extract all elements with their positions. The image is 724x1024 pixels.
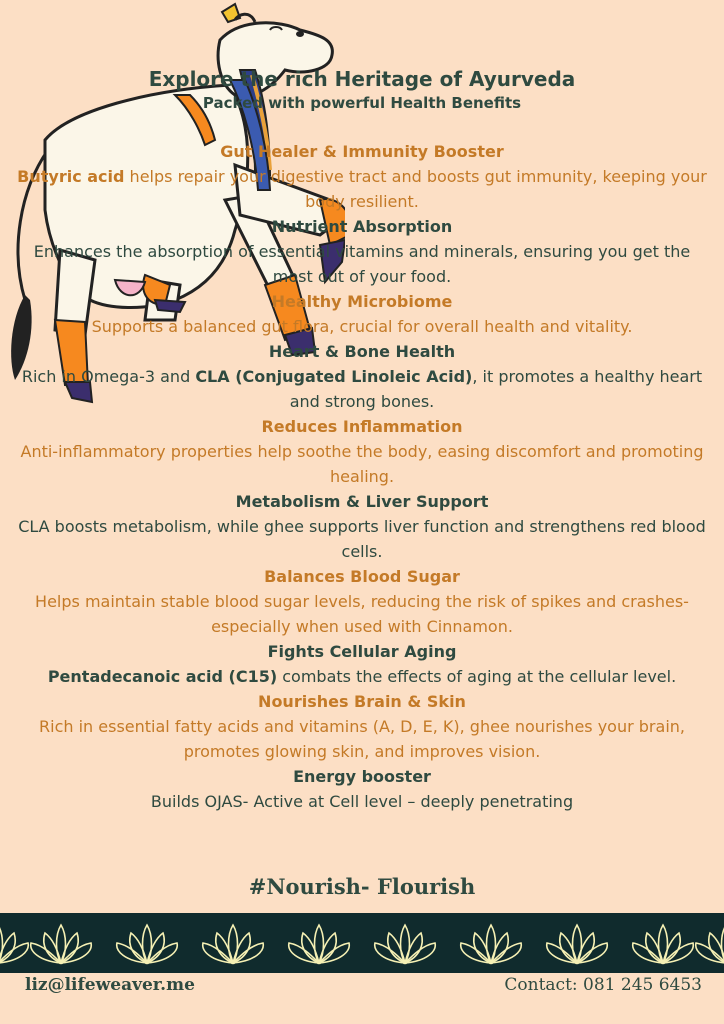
benefit-gut-healer [17, 139, 707, 214]
motto: #Nourish- Flourish [248, 874, 476, 899]
benefit-desc: , it promotes a healthy heart and strong bones. [289, 367, 703, 411]
benefit-heading: Nourishes Brain & Skin [258, 692, 466, 711]
benefit-heading: Energy booster [293, 767, 431, 786]
benefit-energy [17, 764, 707, 814]
lotus-icon [31, 925, 92, 963]
benefit-heart-bone [17, 339, 707, 414]
benefit-text [17, 364, 707, 414]
benefit-cellular-aging [17, 639, 707, 689]
benefit-text: Enhances the absorption of essential vitamins and minerals, ensuring you get the most out of your food. [33, 242, 691, 286]
lotus-pattern [0, 913, 724, 973]
benefit-microbiome [17, 289, 707, 339]
lotus-band [0, 913, 724, 973]
benefit-pre: Rich in Omega-3 and [21, 367, 196, 386]
benefit-text [17, 164, 707, 214]
benefit-heading: Healthy Microbiome [271, 292, 453, 311]
benefit-brain-skin [17, 689, 707, 764]
benefit-heading: Heart & Bone Health [268, 342, 456, 361]
benefit-text: Anti-inflammatory properties help soothe the body, easing discomfort and promoting healing. [20, 442, 704, 486]
content [0, 66, 724, 814]
contact-phone: Contact: 081 245 6453 [504, 975, 702, 995]
lotus-icon [117, 925, 178, 963]
benefit-text: Builds OJAS- Active at Cell level – deeply penetrating [150, 792, 574, 811]
benefit-text [17, 664, 707, 689]
lotus-icon [203, 925, 264, 963]
lotus-icon [696, 925, 724, 963]
lotus-icon [461, 925, 522, 963]
benefit-heading: Reduces Inflammation [261, 417, 463, 436]
benefit-heading: Balances Blood Sugar [264, 567, 460, 586]
benefit-bold: Pentadecanoic acid (C15) [47, 667, 278, 686]
benefit-heading: Gut Healer & Immunity Booster [220, 142, 504, 161]
benefit-text: Supports a balanced gut flora, crucial for overall health and vitality. [91, 317, 633, 336]
email-link[interactable]: liz@lifeweaver.me [25, 975, 195, 995]
benefit-bold: CLA (Conjugated Linoleic Acid) [195, 367, 473, 386]
benefit-desc: helps repair your digestive tract and boosts gut immunity, keeping your body resilient. [124, 167, 707, 211]
benefit-text: Helps maintain stable blood sugar levels, reducing the risk of spikes and crashes- especially when used with Cinnamon. [35, 592, 689, 636]
page-subtitle: Packed with powerful Health Benefits [202, 94, 522, 112]
page-title: Explore the rich Heritage of Ayurveda [148, 67, 576, 91]
benefit-desc: combats the effects of aging at the cellular level. [277, 667, 677, 686]
benefit-text: CLA boosts metabolism, while ghee supports liver function and strengthens red blood cells. [18, 517, 706, 561]
benefit-metabolism [17, 489, 707, 564]
benefit-heading: Fights Cellular Aging [267, 642, 457, 661]
benefit-nutrient-absorption [17, 214, 707, 289]
lotus-icon [633, 925, 694, 963]
lotus-icon [547, 925, 608, 963]
lotus-icon [0, 925, 28, 963]
benefit-inflammation [17, 414, 707, 489]
benefit-blood-sugar [17, 564, 707, 639]
lotus-icon [289, 925, 350, 963]
benefit-bold: Butyric acid [17, 167, 125, 186]
benefit-heading: Metabolism & Liver Support [235, 492, 489, 511]
lotus-icon [375, 925, 436, 963]
benefit-text: Rich in essential fatty acids and vitamins (A, D, E, K), ghee nourishes your brain, promotes glowing skin, and improves vision. [39, 717, 685, 761]
benefit-heading: Nutrient Absorption [271, 217, 453, 236]
